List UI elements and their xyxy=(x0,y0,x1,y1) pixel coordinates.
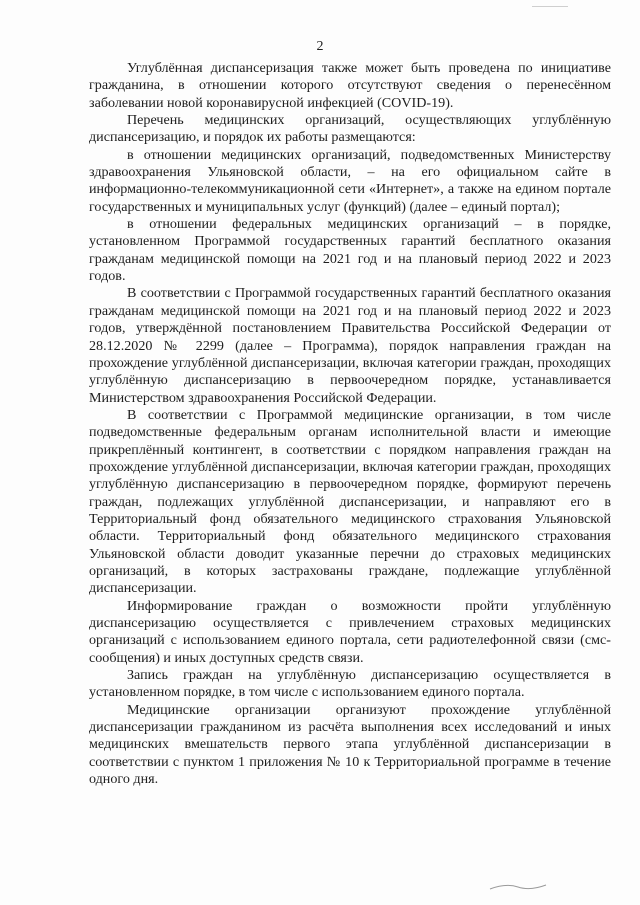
paragraph-2: Перечень медицинских организаций, осуществляющих углублённую диспансеризацию, и порядок их работы размещаются: xyxy=(89,112,611,146)
paragraph-3: в отношении медицинских организаций, подведомственных Министерству здравоохранения Ульяновской области, – на его официальном сайте в информационно-телекоммуникационной сети «Интернет», а также на едином портале государственных и муниципальных услуг (функций) (далее – единый портал); xyxy=(89,146,611,215)
page-number: 2 xyxy=(316,39,324,54)
scan-artifact-line xyxy=(532,6,568,7)
paragraph-5: В соответствии с Программой государственных гарантий бесплатного оказания гражданам медицинской помощи на 2021 год и на плановый период 2022 и 2023 годов, утверждённой постановлением Правительства Российской Федерации от 28.12.2020 № 2299 (далее – Программа), порядок направления граждан на прохождение углублённой диспансеризации, включая категории граждан, проходящих углублённую диспансеризацию в первоочередном порядке, устанавливается Министерством здравоохранения Российской Федерации. xyxy=(89,285,611,406)
paragraph-1: Углублённая диспансеризация также может быть проведена по инициативе гражданина, в отношении которого отсутствуют сведения о перенесённом заболевании новой коронавирусной инфекцией (COVID-19). xyxy=(89,60,611,111)
paragraph-8: Запись граждан на углублённую диспансеризацию осуществляется в установленном порядке, в том числе с использованием единого портала. xyxy=(89,667,611,701)
paragraph-6: В соответствии с Программой медицинские организации, в том числе подведомственные федеральным органам исполнительной власти и имеющие прикреплённый контингент, в соответствии с порядком направления граждан на прохождение углублённой диспансеризации, включая категории граждан, проходящих углублённую диспансеризацию в первоочередном порядке, формируют перечень граждан, подлежащих углублённой диспансеризации, и направляют его в Территориальный фонд обязательного медицинского страхования Ульяновской области. Территориальный фонд обязательного медицинского страхования Ульяновской области доводит указанные перечни до страховых медицинских организаций, в которых застрахованы граждане, подлежащие углублённой диспансеризации. xyxy=(89,406,611,597)
paragraph-7: Информирование граждан о возможности пройти углублённую диспансеризацию осуществляется с привлечением страховых медицинских организаций с использованием единого портала, сети радиотелефонной связи (смс-сообщения) и иных доступных средств связи. xyxy=(89,597,611,666)
scan-artifact-mark xyxy=(488,881,548,891)
paragraph-9: Медицинские организации организуют прохождение углублённой диспансеризации гражданином из расчёта выполнения всех исследований и иных медицинских вмешательств первого этапа углублённой диспансеризации в соответствии с пунктом 1 приложения № 10 к Территориальной программе в течение одного дня. xyxy=(89,701,611,788)
document-body xyxy=(89,60,611,788)
paragraph-4: в отношении федеральных медицинских организаций – в порядке, установленном Программой государственных гарантий бесплатного оказания гражданам медицинской помощи на 2021 год и на плановый период 2022 и 2023 годов. xyxy=(89,216,611,285)
